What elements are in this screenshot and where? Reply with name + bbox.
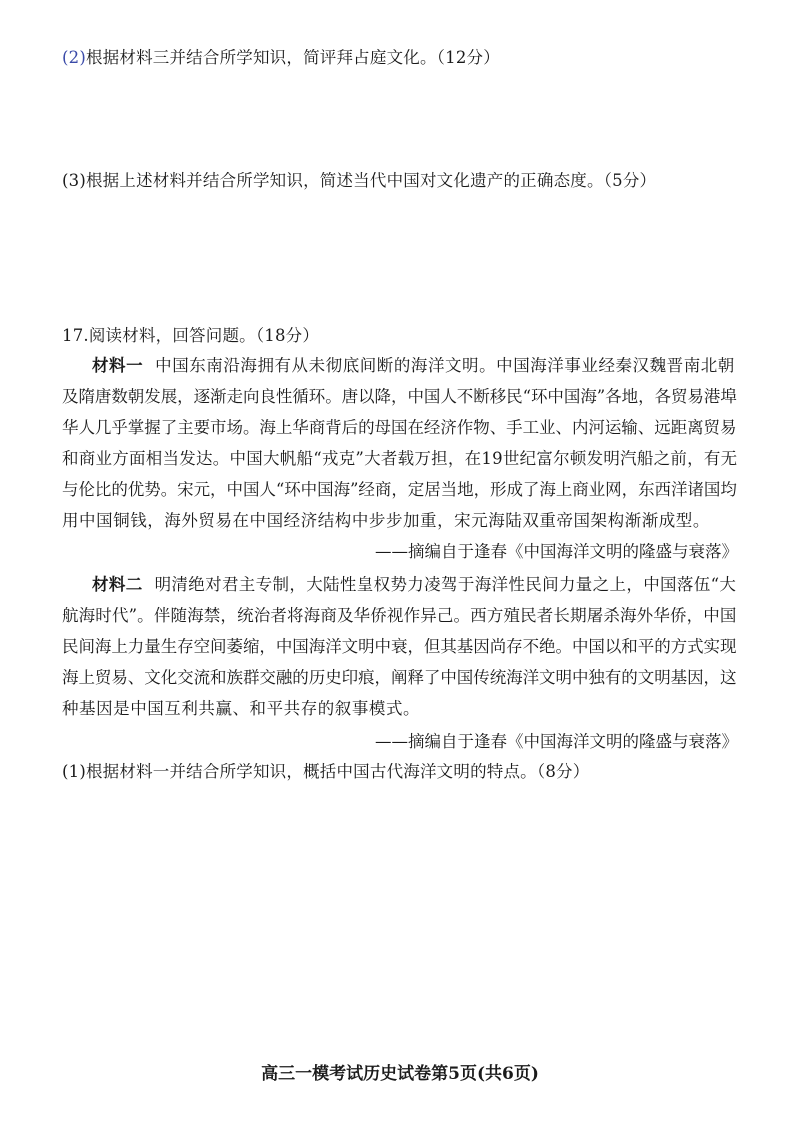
q16-part2-text: 根据材料三并结合所学知识，简评拜占庭文化。（12分） [85,48,500,67]
material2-source: ——摘编自于逢春《中国海洋文明的隆盛与衰落》 [375,732,738,751]
material2-line-3: 民间海上力量生存空间萎缩，中国海洋文明中衰，但其基因尚存不绝。中国以和平的方式实现 [62,637,737,656]
q17-part1: (1)根据材料一并结合所学知识，概括中国古代海洋文明的特点。（8分） [62,762,590,781]
material1-line-5: 与伦比的优势。宋元，中国人“环中国海”经商，定居当地，形成了海上商业网，东西洋诸国均 [62,480,737,499]
q16-part3: (3)根据上述材料并结合所学知识，简述当代中国对文化遗产的正确态度。（5分） [62,171,657,190]
material2-text-1: 明清绝对君主专制，大陆性皇权势力凌驾于海洋性民间力量之上，中国落伍“大 [154,575,737,594]
material1-label: 材料一 [92,356,144,375]
material2-line-4: 海上贸易、文化交流和族群交融的历史印痕，阐释了中国传统海洋文明中独有的文明基因，这 [62,668,737,687]
material2-label: 材料二 [92,575,143,594]
q16-part2 [62,47,500,69]
material1-line-4: 和商业方面相当发达。中国大帆船“戎克”大者载万担，在19世纪富尔顿发明汽船之前，有无 [62,449,738,468]
material1-line-3: 华人几乎掌握了主要市场。海上华商背后的母国在经济作物、手工业、内河运输、远距离贸易 [62,418,737,437]
material1-source: ——摘编自于逢春《中国海洋文明的隆盛与衰落》 [375,542,738,561]
material2-line-2: 航海时代”。伴随海禁，统治者将海商及华侨视作异己。西方殖民者长期屠杀海外华侨，中国 [62,606,737,625]
material2-line-5: 种基因是中国互利共赢、和平共存的叙事模式。 [62,699,421,718]
material1-line-1 [92,355,738,377]
material1-line-2: 及隋唐数朝发展，逐渐走向良性循环。唐以降，中国人不断移民“环中国海”各地，各贸易港埠 [62,387,737,406]
material2-line-1 [92,574,738,596]
q16-part2-number: (2) [62,48,86,67]
material1-text-1: 中国东南沿海拥有从未彻底间断的海洋文明。中国海洋事业经秦汉魏晋南北朝 [155,356,735,375]
material1-line-6: 用中国铜钱，海外贸易在中国经济结构中步步加重，宋元海陆双重帝国架构渐渐成型。 [62,511,710,530]
page-footer: 高三一模考试历史试卷第5页(共6页) [261,1064,539,1084]
q17-header: 17.阅读材料，回答问题。（18分） [62,326,320,345]
